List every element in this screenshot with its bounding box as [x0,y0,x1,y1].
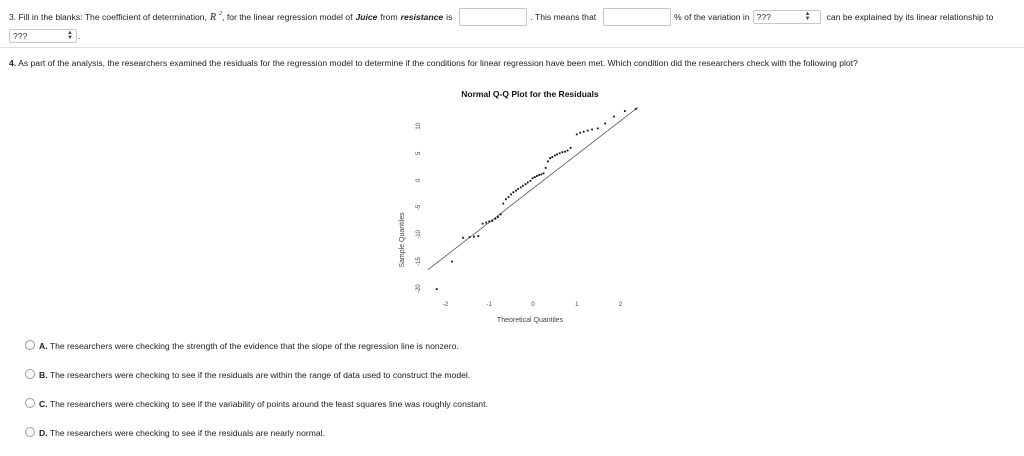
q4-text: As part of the analysis, the researchers examined the residuals for the regression model to determine if the conditions for linear regression have been met. Which condition did the researchers check with the following plot? [18,58,858,68]
data-point [436,288,438,290]
data-point [477,235,479,237]
r-squared-symbol [210,11,222,22]
y-tick-label: 0 [416,178,422,183]
data-point [527,182,529,184]
percent-input[interactable] [603,8,671,26]
data-point [559,152,561,154]
q3-percent-variation: % of the variation in [674,12,750,22]
data-point [532,177,534,179]
choice-a-label [39,341,459,351]
section-divider [0,47,1024,48]
data-point [547,161,549,163]
y-tick-label: -5 [416,204,422,211]
data-point [538,174,540,176]
data-point [497,216,499,218]
data-point [579,132,581,134]
x-tick-label: 1 [575,302,579,308]
data-point [520,186,522,188]
choice-d[interactable] [25,427,488,456]
data-point [462,237,464,239]
data-point [510,194,512,196]
r-exponent: 2 [219,11,223,18]
data-point [491,220,493,222]
x-axis-label: Theoretical Quantiles [496,317,564,324]
data-point [564,151,566,153]
q3-middle: , for the linear regression model of [222,12,353,22]
data-point [505,198,507,200]
data-point [604,123,606,125]
choice-a-text: The researchers were checking the strength of the evidence that the slope of the regression line is nonzero. [49,341,459,351]
x-tick-label: 2 [618,302,623,308]
response-variable-select[interactable] [753,10,821,24]
data-point [543,172,545,174]
question-3-line-1 [9,6,996,28]
q3-resistance: resistance [400,12,444,22]
question-3-line-2 [9,29,80,43]
data-point [556,153,558,155]
q4-number: 4. [9,58,17,68]
choice-d-radio[interactable] [25,427,35,437]
data-point [549,157,551,159]
data-point [545,167,547,169]
select-arrows-icon: ▲ ▼ [804,11,811,22]
x-tick-label: 0 [531,302,535,308]
x-tick-label: -2 [442,302,449,308]
data-point [451,261,453,263]
x-tick-label: -1 [486,302,492,308]
data-point [597,128,599,130]
y-tick-label: -10 [416,230,422,239]
data-point [485,222,487,224]
q3-prefix: 3. Fill in the blanks: The coefficient of determination, [9,12,207,22]
question-3 [9,6,1015,44]
choice-d-letter: D. [39,428,48,438]
q3-explained: can be explained by its linear relationship to [826,12,994,22]
data-point [488,221,490,223]
data-point [613,116,615,118]
r-symbol: R [209,11,217,23]
data-point [512,191,514,193]
choice-a[interactable] [25,340,488,369]
choice-b-text: The researchers were checking to see if the residuals are within the range of data used to construct the model. [49,370,471,380]
data-point [570,147,572,149]
data-point [482,223,484,225]
data-point [561,151,563,153]
data-point [502,203,504,205]
y-tick-label: 10 [416,122,422,130]
data-point [534,176,536,178]
question-4 [9,58,858,68]
data-point [576,133,578,135]
y-tick-label: -20 [416,284,422,293]
choice-c-letter: C. [39,399,48,409]
data-point [469,236,471,238]
q3-end: . [78,31,81,41]
data-point [624,110,626,112]
choice-d-text: The researchers were checking to see if the residuals are nearly normal. [49,428,325,438]
choice-b[interactable] [25,369,488,398]
data-point [473,236,475,238]
data-point [591,129,593,131]
explanatory-variable-select[interactable] [9,29,77,43]
answer-choices [25,340,488,456]
choice-b-letter: B. [39,370,48,380]
response-variable-select-value: ??? [756,12,771,22]
choice-d-label [39,428,325,438]
data-point [635,108,637,110]
data-point [583,131,585,133]
data-point [500,214,502,216]
data-point [554,155,556,157]
choice-a-letter: A. [39,341,48,351]
choice-b-label [39,370,470,380]
select-arrows-icon: ▲ ▼ [67,30,73,41]
data-point [536,175,538,177]
data-point [525,183,527,185]
data-point [515,190,517,192]
chart-title: Normal Q-Q Plot for the Residuals [461,89,599,99]
plot-background [398,82,650,331]
q3-is: is [446,12,453,22]
q3-from: from [380,12,398,22]
y-axis-label: Sample Quantiles [399,212,406,268]
data-point [529,180,531,182]
q3-juice: Juice [355,12,378,22]
data-point [587,130,589,132]
data-point [551,156,553,158]
y-tick-label: 5 [416,151,422,155]
choice-c-radio[interactable] [25,398,35,408]
data-point [494,218,496,220]
data-point [508,196,510,198]
q3-this-means: . This means that [530,12,597,22]
r-squared-input[interactable] [459,8,527,26]
choice-c-text: The researchers were checking to see if the variability of points around the least squares line was roughly constant. [49,399,488,409]
explanatory-variable-select-value: ??? [13,31,28,41]
qq-plot [398,82,650,331]
data-point [517,188,519,190]
choice-c-label [39,399,488,409]
choice-c[interactable] [25,398,488,427]
data-point [567,150,569,152]
data-point [540,174,542,176]
choice-a-radio[interactable] [25,340,35,350]
choice-b-radio[interactable] [25,369,35,379]
data-point [522,185,524,187]
y-tick-label: -15 [416,257,422,266]
